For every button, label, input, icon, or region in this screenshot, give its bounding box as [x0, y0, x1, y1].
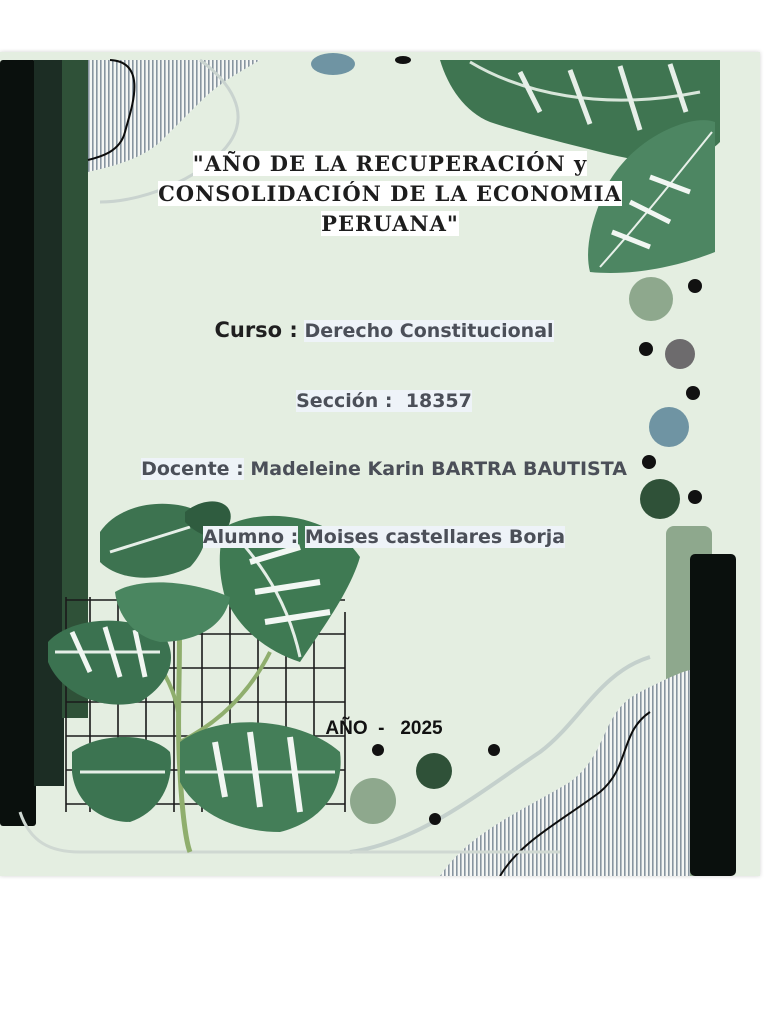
docente-label: Docente :: [141, 458, 244, 480]
alumno-row: [120, 526, 648, 548]
anio-separator: -: [378, 718, 385, 739]
alumno-label: Alumno :: [202, 526, 299, 548]
document-page: [0, 52, 760, 876]
docente-value: Madeleine Karin BARTRA BAUTISTA: [250, 458, 627, 480]
document-title: [110, 149, 670, 239]
anio-row: [260, 718, 508, 740]
docente-row: [112, 458, 656, 480]
seccion-row: [120, 390, 648, 412]
title-line-3: PERUANA": [321, 211, 459, 236]
seccion-value: 18357: [405, 390, 472, 412]
curso-value: Derecho Constitucional: [304, 320, 554, 342]
alumno-value: Moises castellares Borja: [304, 526, 566, 548]
anio-label: AÑO: [325, 718, 368, 739]
curso-label: Curso :: [214, 318, 298, 342]
seccion-label: Sección :: [296, 390, 393, 412]
title-line-2: CONSOLIDACIÓN DE LA ECONOMIA: [158, 181, 622, 206]
title-line-1: "AÑO DE LA RECUPERACIÓN y: [192, 151, 588, 176]
curso-row: [120, 318, 648, 342]
anio-value: 2025: [400, 718, 443, 739]
